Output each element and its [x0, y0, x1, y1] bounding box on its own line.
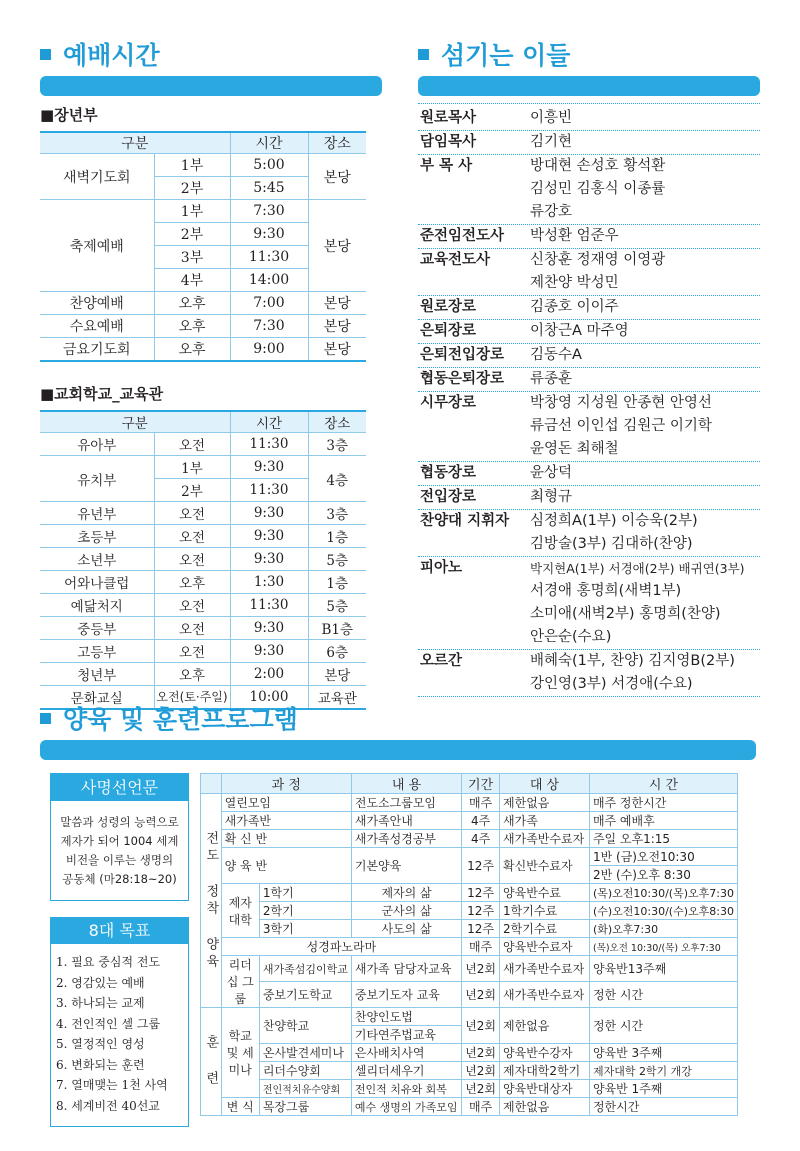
- staff-name-line: 류강호: [530, 204, 573, 220]
- goals-list: 1. 필요 중심적 전도 2. 영감있는 예배 3. 하나되는 교제 4. 전인적인 셀 그룹 5. 열정적인 영성 6. 변화되는 훈련 7. 열매맺는 1천 사역 8. 세계비전 40선교: [56, 955, 168, 1113]
- staff-row: [418, 249, 760, 296]
- staff-name-line: 김성민 김홍식 이종률: [530, 181, 666, 197]
- staff-role: 오르간: [420, 653, 463, 669]
- staff-row: [418, 225, 760, 249]
- adult-subtitle: ■장년부: [40, 106, 98, 124]
- staff-role: 은퇴전입장로: [420, 347, 505, 363]
- staff-row: [418, 557, 760, 650]
- staff-row: [418, 650, 760, 697]
- program-table: 과 정 내 용 기간 대 상 시 간 전도 정착 양육 열린모임 전도소그룹모임 매주 제한없음 매주 정한시간 새가족반 새가족안내 4주 새가족 매주 예배후 확 신 반 새가족성경공부 4주 새가족반수료자 주일 오후1:15 양 육 반 기본양육 12주 확신반수료자 1반 (금)오전10:30 2반 (수)오후 8:30 제자 대학 1학기 제자의 삶 12주 양육반수료 (목)오전10:30/(목)오후7:30 2학기 군사의 삶 12주 1학기수료 (수)오전10:30/(수)오후8:30 3학기 사도의 삶 12주 2학기수료 (화)오후7:30 성경파노라마 매주 양육반수료자 (목)오전 10:30/(목) 오후7:30 리더십 그룹 새가족섬김이학교 새가족 담당자교육 년2회 새가족반수료자 양육반13주째 중보기도학교 중보기도자 교육 년2회 새가족반수료자 정한 시간 훈 련 학교 및 세미나 찬양학교 찬양인도법 년2회 제한없음 정한 시간 기타연주법교육 온사발견세미나 은사배치사역 년2회 양육반수강자 양육반 3주째 리더수양회 셀리더세우기 년2회 제자대학2학기 제자대학 2학기 개강 전인적치유수양회 전인적 치유와 회복 년2회 양육반대상자 양육반 1주째 변 식 목장그룹 예수 생명의 가족모임 매주 제한없음 정한시간: [200, 773, 738, 1116]
- goals-box: [50, 917, 189, 1127]
- staff-name-line: 배혜숙(1부, 찬양) 김지영B(2부): [530, 653, 735, 669]
- mission-text: 말씀과 성령의 능력으로 제자가 되어 1004 세계 비전을 이루는 생명의 공동체 (마28:18~20): [60, 815, 179, 886]
- worship-section-title: 예배시간: [40, 36, 160, 72]
- staff-names: [530, 107, 760, 130]
- mission-title: 사명선언문: [51, 774, 188, 801]
- staff-row: [418, 320, 760, 344]
- staff-names: [530, 650, 760, 696]
- staff-name-line: 소미애(새벽2부) 홍명희(찬양): [530, 606, 721, 622]
- staff-name-line: 김기현: [530, 134, 573, 150]
- school-schedule-table: 구분 시간 장소 유아부 오전 11:30 3층 유치부 1부 9:30 4층 2부 11:30 유년부 오전 9:30 3층 초등부 오전 9:30 1층 소년부 오전 9:30 5층 어와나클럽 오후 1:30 1층 예닮처지 오전 11:30 5층 중등부 오전 9:30 B1층 고등부 오전 9:30 6층 청년부 오후 2:00 본당 문화교실 오전(토·주일) 10:00 교육관: [40, 410, 366, 710]
- staff-role: 전입장로: [420, 489, 477, 505]
- staff-row: [418, 131, 760, 155]
- staff-name-line: 김방술(3부) 김대하(찬양): [530, 536, 693, 552]
- school-subtitle: ■교회학교_교육관: [40, 385, 164, 403]
- staff-names: [530, 296, 760, 319]
- staff-name-line: 강인영(3부) 서경애(수요): [530, 676, 693, 692]
- staff-role: 교육전도사: [420, 252, 491, 268]
- goals-title: 8대 목표: [51, 918, 188, 944]
- staff-names: [530, 557, 760, 649]
- servers-section-title: 섬기는 이들: [418, 36, 570, 72]
- staff-list: [418, 107, 760, 697]
- staff-role: 협동은퇴장로: [420, 371, 505, 387]
- staff-name-line: 김종호 이이주: [530, 299, 619, 315]
- staff-name-line: 박성환 엄준우: [530, 228, 619, 244]
- staff-names: [530, 510, 760, 556]
- staff-names: [530, 392, 760, 461]
- staff-role: 담임목사: [420, 134, 477, 150]
- staff-name-line: 윤상덕: [530, 465, 573, 481]
- servers-section-bar: [418, 76, 760, 96]
- side-label-evangelism: 전도 정착 양육: [201, 794, 222, 1008]
- staff-names: [530, 155, 760, 224]
- staff-name-line: 박지현A(1부) 서경애(2부) 배귀연(3부): [530, 561, 745, 576]
- adult-schedule-table: 구분 시간 장소 새벽기도회 1부 5:00 본당 2부 5:45 축제예배 1부 7:30 본당 2부 9:30 3부 11:30 4부 14:00 찬양예배 오후 7:00 본당 수요예배 오후 7:30 본당 금요기도회 오후 9:00 본당: [40, 131, 366, 362]
- staff-role: 준전임전도사: [420, 228, 505, 244]
- staff-row: [418, 344, 760, 368]
- staff-name-line: 이창근A 마주영: [530, 323, 629, 339]
- staff-name-line: 박창영 지성원 안종현 안영선: [530, 395, 712, 411]
- staff-names: [530, 344, 760, 367]
- staff-row: [418, 368, 760, 392]
- staff-row: [418, 296, 760, 320]
- staff-name-line: 방대현 손성호 황석환: [530, 158, 666, 174]
- staff-role: 은퇴장로: [420, 323, 477, 339]
- mission-box: [50, 773, 189, 901]
- training-section-bar: [40, 740, 756, 760]
- staff-name-line: 서경애 홍명희(새벽1부): [530, 583, 682, 599]
- staff-name-line: 윤영돈 최해철: [530, 441, 619, 457]
- staff-names: [530, 131, 760, 154]
- staff-role: 부 목 사: [420, 158, 473, 174]
- program-corner: [201, 774, 222, 794]
- staff-role: 찬양대 지휘자: [420, 513, 510, 529]
- staff-names: [530, 320, 760, 343]
- staff-name-line: 심정희A(1부) 이승욱(2부): [530, 513, 698, 529]
- staff-role: 협동장로: [420, 465, 477, 481]
- staff-row: [418, 462, 760, 486]
- staff-name-line: 제찬양 박성민: [530, 275, 619, 291]
- staff-row: [418, 155, 760, 225]
- staff-role: 시무장로: [420, 395, 477, 411]
- staff-name-line: 김동수A: [530, 347, 582, 363]
- staff-name-line: 신창훈 정재영 이영광: [530, 252, 666, 268]
- training-section-title: 양육 및 훈련프로그램: [40, 700, 298, 736]
- worship-section-bar: [40, 76, 382, 96]
- staff-name-line: 이흥빈: [530, 110, 573, 126]
- staff-row: [418, 510, 760, 557]
- staff-names: [530, 462, 760, 485]
- staff-name-line: 류종훈: [530, 371, 573, 387]
- side-label-training: 훈 련: [201, 1008, 222, 1116]
- staff-names: [530, 249, 760, 295]
- staff-name-line: 류금선 이인섭 김원근 이기학: [530, 418, 712, 434]
- staff-names: [530, 368, 760, 391]
- staff-row: [418, 486, 760, 510]
- staff-row: [418, 392, 760, 462]
- staff-role: 피아노: [420, 560, 463, 576]
- staff-names: [530, 225, 760, 248]
- staff-row: [418, 107, 760, 131]
- staff-role: 원로장로: [420, 299, 477, 315]
- staff-names: [530, 486, 760, 509]
- staff-name-line: 안은순(수요): [530, 629, 612, 645]
- staff-name-line: 최형규: [530, 489, 573, 505]
- staff-role: 원로목사: [420, 110, 477, 126]
